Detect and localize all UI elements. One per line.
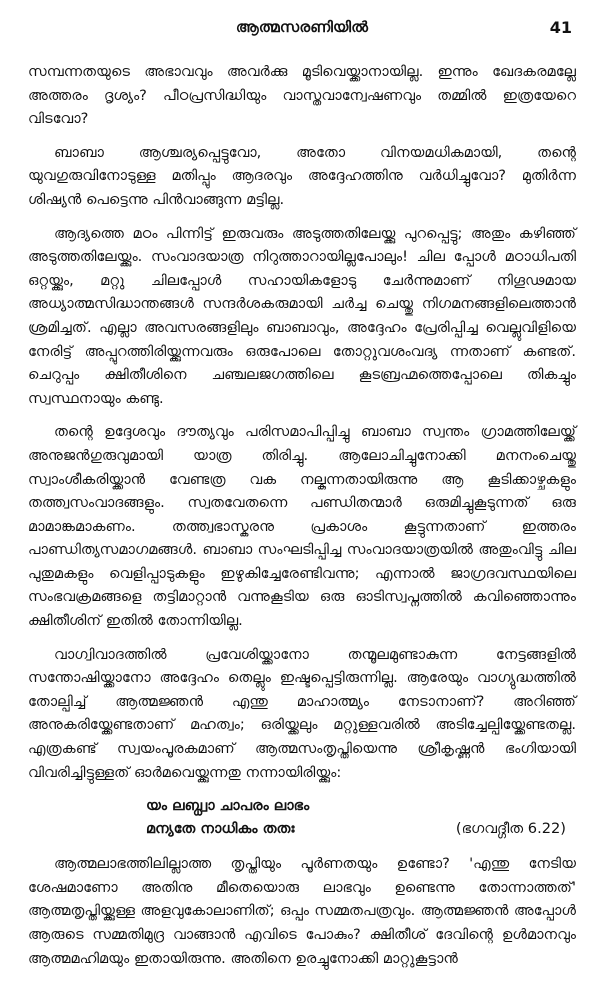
paragraph-5: വാഗ്വിവാദത്തിൽ പ്രവേശിയ്ക്കാനോ തന്മൂലമുണ്ടാകുന്ന നേട്ടങ്ങളിൽ സന്തോഷിയ്ക്കാനോ അദ്ദേഹം തെല്ലും ഇഷ്ടപ്പെട്ടിരുന്നില്ല. ആരേയും വാഗ്യുദ്ധത്തിൽ തോല്പിച്ച് ആത്മജ്ഞൻ എന്തു മാഹാത്മ്യം നേടാനാണ്? അറിഞ്ഞ് അനുകരിയ്ക്കേണ്ടതാണ് മഹത്വം; ഒരിയ്ക്കലും മറ്റുള്ളവരിൽ അടിച്ചേല്പിയ്ക്കേണ്ടതല്ല. എത്രകണ്ട് സ്വയംപൂരകമാണ് ആത്മസംതൃപ്തിയെന്നു ശ്രീകൃഷ്ണൻ ഭംഗിയായി വിവരിച്ചിട്ടുള്ളത് ഓർമവെയ്ക്കുന്നതു നന്നായിരിയ്ക്കും:: [28, 645, 576, 781]
chapter-title: ആത്മസരണിയിൽ: [235, 18, 369, 36]
verse-line-2-text: മന്യതേ നാധികം തതഃ: [146, 820, 295, 838]
page-number: 41: [549, 18, 572, 37]
verse-line-1: യം ലബ്ധ്വാ ചാപരം ലാഭം: [146, 797, 310, 815]
paragraph-3: ആദ്യത്തെ മഠം പിന്നിട്ട് ഇരുവരും അടുത്തതിലേയ്ക്കു പുറപ്പെട്ടു; അതും കഴിഞ്ഞ് അടുത്തതിലേയ്ക്കും. സംവാദയാത്ര നിറുത്താറായില്ലപോലും! ചില പ്പോൾ മഠാധിപതി ഒറ്റയ്ക്കും, മറ്റു ചിലപ്പോൾ സഹായികളോടു ചേർന്നുമാണ് നിഗൂഢമായ അധ്യാത്മസിദ്ധാന്തങ്ങൾ സന്ദർശകരുമായി ചർച്ച ചെയ്തു നിഗമനങ്ങളിലെത്താൻ ശ്രമിച്ചത്. എല്ലാ അവസരങ്ങളിലും ബാബാവും, അദ്ദേഹം പ്രേരിപ്പിച്ച വെല്ലുവിളിയെ നേരിട്ട് അപ്പുറത്തിരിയ്ക്കുന്നവരും ഒരുപോലെ തോറ്റുവശംവദ്യ ന്നതാണ് കണ്ടത്. ചെറുപ്പം ക്ഷിതീശിനെ ചഞ്ചലജഗത്തിലെ കൂടബ്രഹ്മത്തെപ്പോലെ തികച്ചും സ്വസ്ഥനായും കണ്ടു.: [28, 224, 576, 407]
paragraph-6: ആത്മലാഭത്തിലില്ലാത്ത തൃപ്തിയും പൂർണതയും ഉണ്ടോ? 'എന്തു നേടിയ ശേഷമാണോ അതിനു മീതെയൊരു ലാഭവും ഉണ്ടെന്നു തോന്നാത്തത്' ആത്മതൃപ്തിയ്ക്കുള്ള അളവുകോലാണിത്; ഒപ്പം സമ്മതപത്രവും. ആത്മജ്ഞൻ അപ്പോൾ ആരുടെ സമ്മതിമുദ്ര വാങ്ങാൻ എവിടെ പോകും? ക്ഷിതീശ് ദേവിന്റെ ഉൾമാനവും ആത്മമഹിമയും ഇതായിരുന്നു. അതിനെ ഉരച്ചുനോക്കി മാറ്റുകൂട്ടാൻ: [28, 855, 576, 967]
paragraph-2: ബാബാ ആശ്ചര്യപ്പെട്ടുവോ, അതോ വിനയമധികമായി, തന്റെ യുവഗുരുവിനോടുള്ള മതിപ്പും ആദരവും അദ്ദേഹത്തിനു വർധിച്ചുവോ? മുതിർന്ന ശിഷ്യൻ പെട്ടെന്നു പിൻവാങ്ങുന്ന മട്ടില്ല.: [28, 143, 576, 208]
body-text: [28, 60, 576, 980]
paragraph-1: സമ്പന്നതയുടെ അഭാവവും അവർക്കു മൂടിവെയ്ക്കാനായില്ല. ഇന്നും ഖേദകരമല്ലേ അത്തരം ദൃശ്യം? പീഠപ്രസിദ്ധിയും വാസ്തവാന്വേഷണവും തമ്മിൽ ഇത്രയേറെ വിടവോ?: [28, 63, 576, 128]
running-header: [28, 18, 576, 42]
gita-verse: [28, 794, 576, 840]
verse-line-2: [28, 817, 576, 840]
paragraph-4: തന്റെ ഉദ്ദേശവും ദൗത്യവും പരിസമാപിപ്പിച്ചു ബാബാ സ്വന്തം ഗ്രാമത്തിലേയ്ക്ക് അനുജൻഗുരുവുമായി യാത്ര തിരിച്ചു. ആലോചിച്ചുനോക്കി മനനംചെയ്തു സ്വാംശീകരിയ്ക്കാൻ വേണ്ടത്ര വക നല്കുന്നതായിരുന്നു ആ കൂടിക്കാഴ്ചകളും തത്ത്വസംവാദങ്ങളും. സ്വതവേതന്നെ പണ്ഡിതന്മാർ ഒരുമിച്ചുകൂടുന്നത് ഒരു മാമാങ്കമാകണം. തത്ത്വഭാസ്കരനു പ്രകാശം കൂട്ടുന്നതാണ് ഇത്തരം പാണ്ഡിത്യസമാഗമങ്ങൾ. ബാബാ സംഘടിപ്പിച്ച സംവാദയാത്രയിൽ അതുംവിട്ടു ചില പുതുമകളും വെളിപ്പാടുകളും ഇഴുകിച്ചേരേണ്ടിവന്നു; എന്നാൽ ജാഗ്രദവസ്ഥയിലെ സംഭവക്രമങ്ങളെ തട്ടിമാറ്റാൻ വന്നുകൂടിയ ഒരു ഓടിസ്വപ്നത്തിൽ കവിഞ്ഞൊന്നും ക്ഷിതീശിന് ഇതിൽ തോന്നിയില്ല.: [28, 423, 576, 630]
verse-reference: (ഭഗവദ്ഗീത 6.22): [455, 820, 566, 838]
